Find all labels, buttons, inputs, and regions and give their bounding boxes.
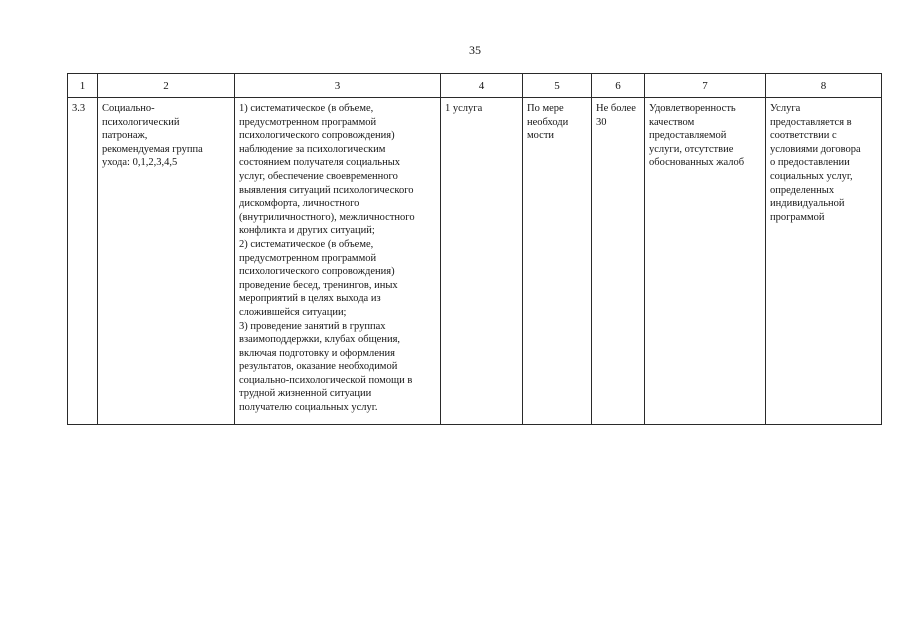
services-table [67, 73, 882, 425]
cell-service-frequency: По мере необходи мости [523, 98, 592, 425]
cell-service-name: Социально- психологический патронаж, рекомендуемая группа ухода: 0,1,2,3,4,5 [98, 98, 235, 425]
column-header-1: 1 [68, 74, 98, 98]
cell-provision-conditions: Услуга предоставляется в соответствии с условиями договора о предоставлении социальных услуг, определенных индивидуальной программой [766, 98, 882, 425]
cell-service-description: 1) систематическое (в объеме, предусмотренном программой психологического сопровождения) наблюдение за психологическим состоянием получателя социальных услуг, обеспечение своевременного выявления ситуаций психологического дискомфорта, личностного (внутриличностного), межличностного конфликта и других ситуаций; 2) систематическое (в объеме, предусмотренном программой психологического сопровождения) проведение бесед, тренингов, иных мероприятий в целях выхода из сложившейся ситуации; 3) проведение занятий в группах взаимоподдержки, клубах общения, включая подготовку и оформления результатов, оказание необходимой социально-психологической помощи в трудной жизненной ситуации получателю социальных услуг. [235, 98, 441, 425]
column-header-4: 4 [441, 74, 523, 98]
cell-service-duration: Не более 30 [592, 98, 645, 425]
cell-quality-indicators: Удовлетворенность качеством предоставляемой услуги, отсутствие обоснованных жалоб [645, 98, 766, 425]
table-header-row [68, 74, 882, 98]
column-header-5: 5 [523, 74, 592, 98]
cell-service-volume: 1 услуга [441, 98, 523, 425]
column-header-3: 3 [235, 74, 441, 98]
column-header-2: 2 [98, 74, 235, 98]
column-header-7: 7 [645, 74, 766, 98]
column-header-6: 6 [592, 74, 645, 98]
page-number: 35 [469, 43, 481, 57]
cell-item-number: 3.3 [68, 98, 98, 425]
table-row [68, 98, 882, 425]
column-header-8: 8 [766, 74, 882, 98]
